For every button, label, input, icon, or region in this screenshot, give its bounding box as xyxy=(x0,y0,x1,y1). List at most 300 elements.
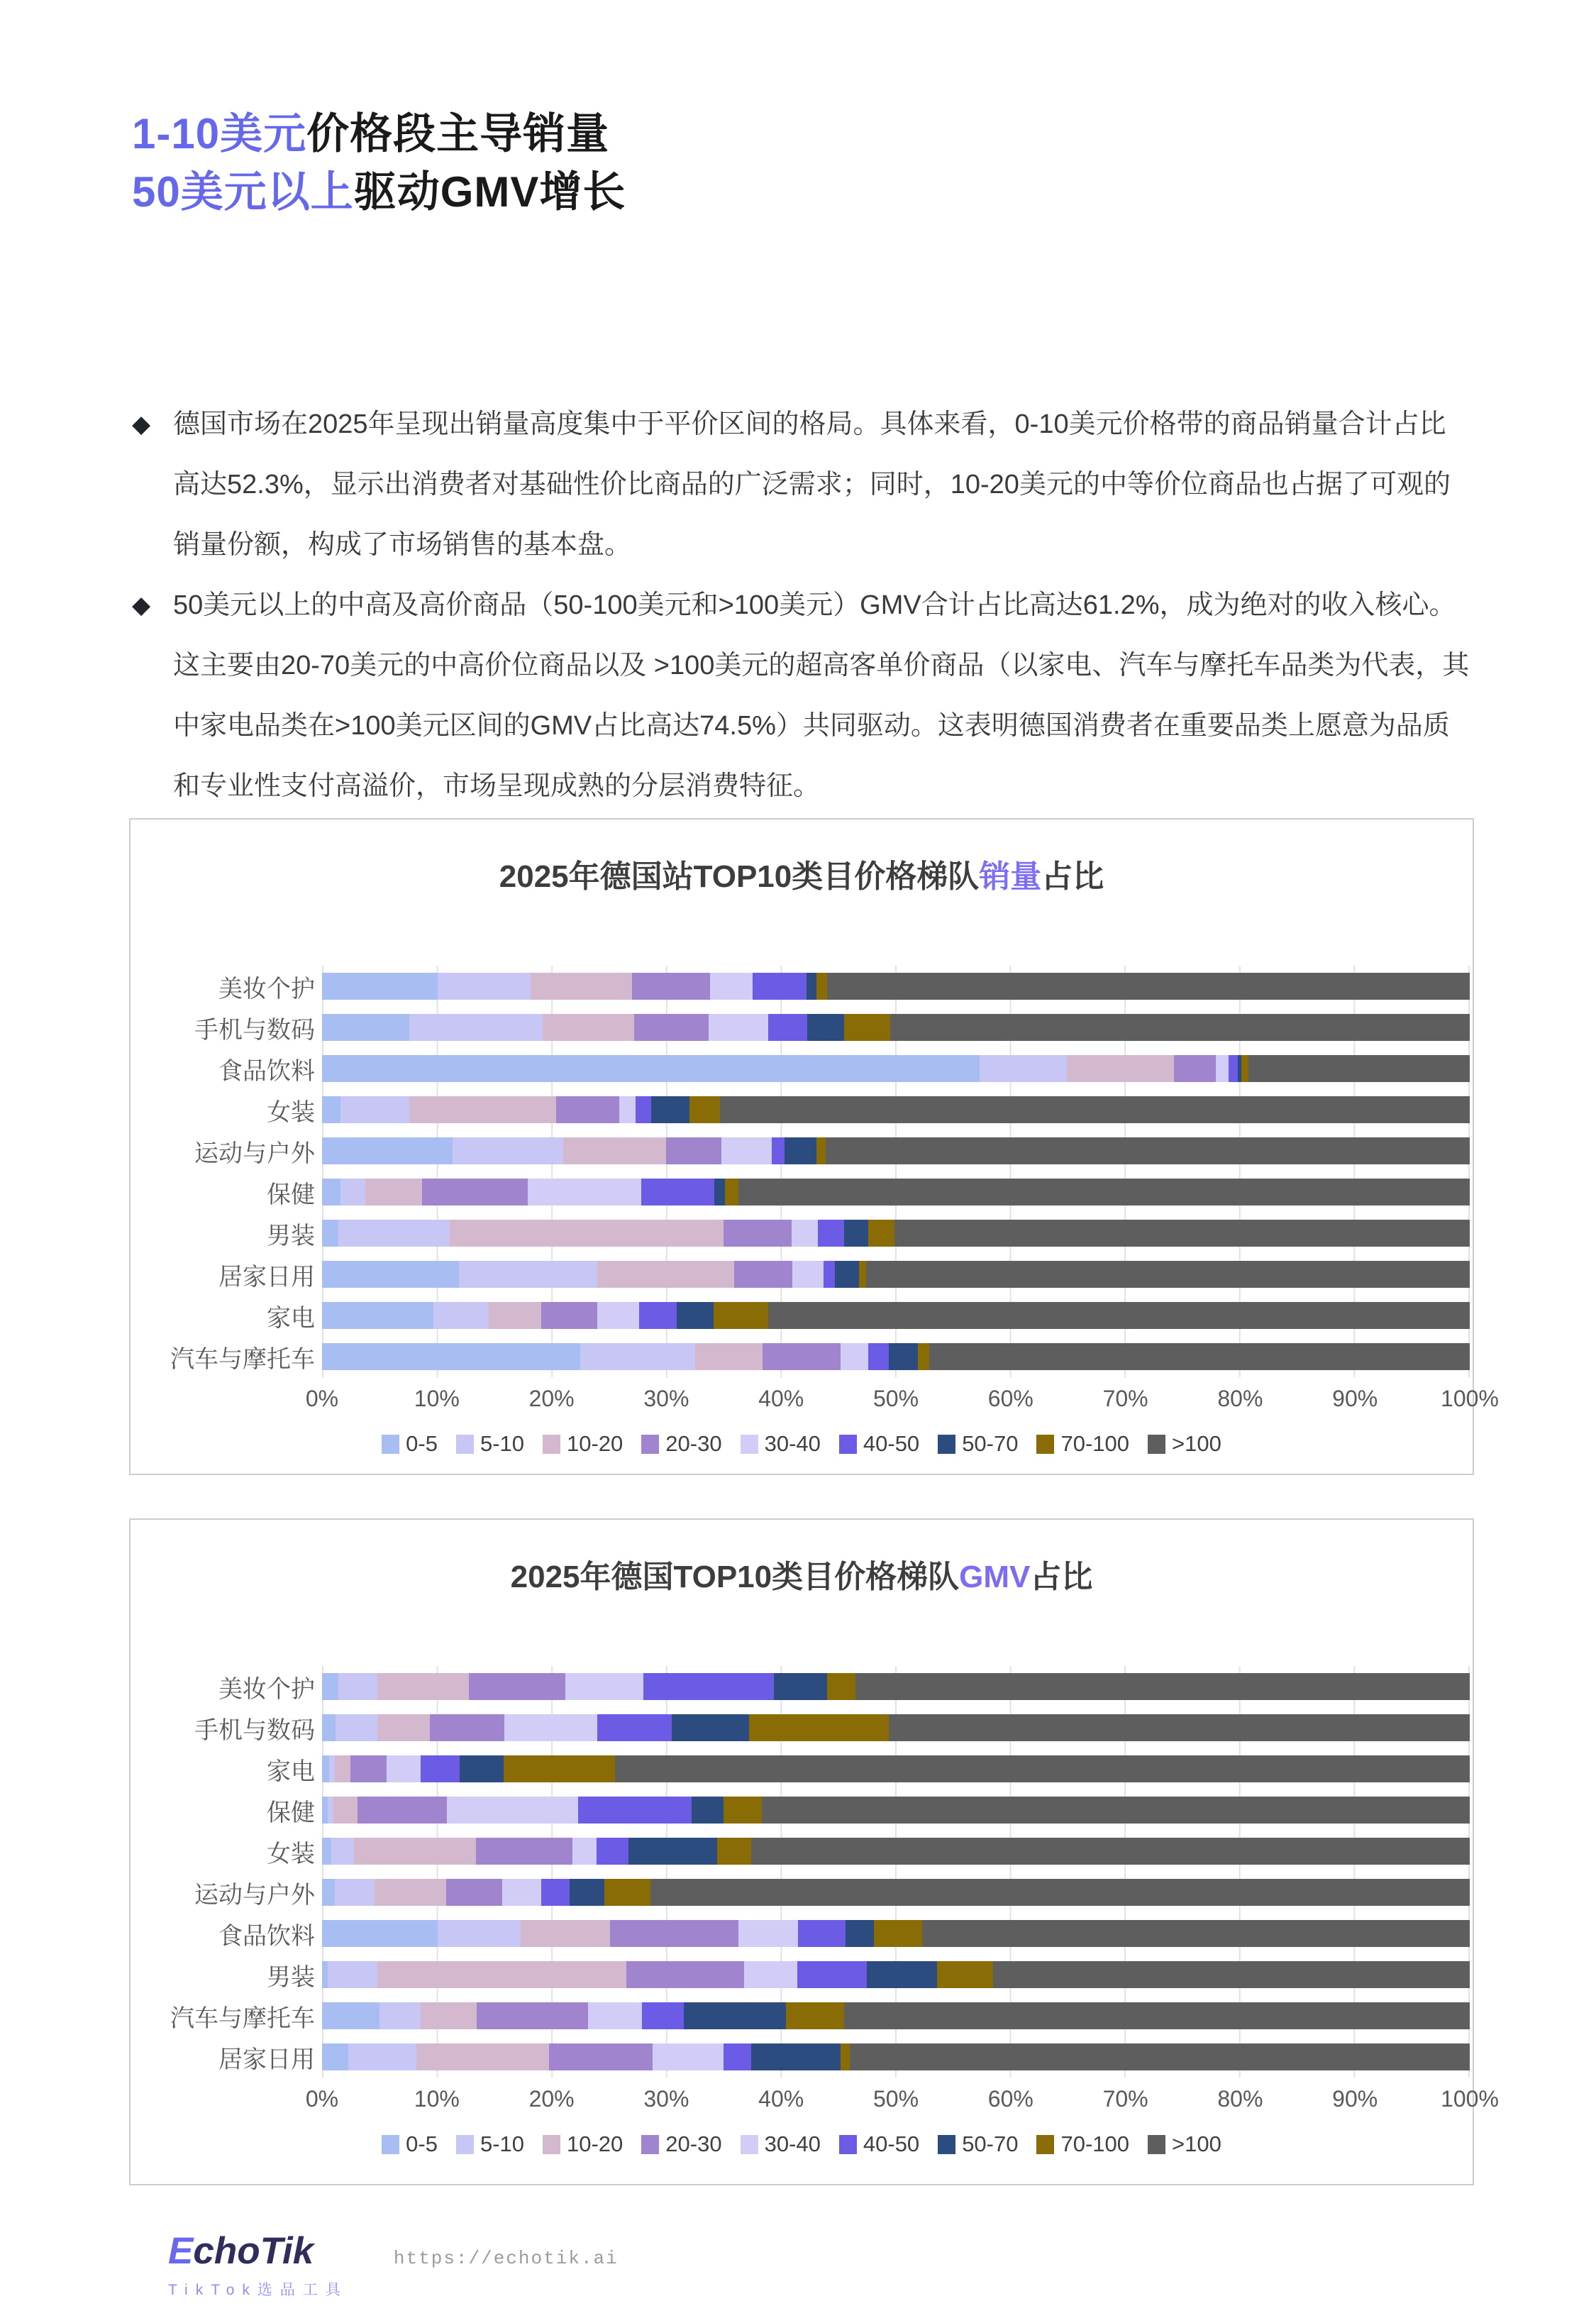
bar-segment->100 xyxy=(650,1879,1470,1906)
bar-segment-70-100 xyxy=(717,1838,752,1865)
bar-segment-20-30 xyxy=(763,1343,841,1370)
bar-row xyxy=(131,1707,1473,1748)
legend-item xyxy=(938,1431,1018,1457)
bar-segment-0-5 xyxy=(322,1879,335,1906)
bar-segment-40-50 xyxy=(578,1797,692,1824)
bar-segment-0-5 xyxy=(322,1920,438,1947)
axis-tick-label: 70% xyxy=(1102,2086,1148,2112)
stacked-bar xyxy=(322,1755,1470,1782)
bar-segment-10-20 xyxy=(489,1302,541,1329)
bar-segment-50-70 xyxy=(651,1096,689,1123)
axis-tick-label: 10% xyxy=(414,1386,460,1411)
stacked-bar xyxy=(322,973,1470,1000)
bar-segment-5-10 xyxy=(340,1179,366,1206)
bar-segment-10-20 xyxy=(365,1179,421,1206)
bar-segment-20-30 xyxy=(556,1096,619,1123)
bar-segment-50-70 xyxy=(692,1797,724,1824)
bar-segment->100 xyxy=(738,1179,1470,1206)
bar-segment-20-30 xyxy=(476,1838,572,1865)
bar-segment-20-30 xyxy=(634,1014,709,1041)
bar-segment-40-50 xyxy=(753,973,807,1000)
chart-title-prefix: 2025年德国TOP10类目价格梯队 xyxy=(510,1560,960,1594)
bar-segment-10-20 xyxy=(409,1096,556,1123)
legend-swatch xyxy=(938,2135,955,2154)
bar-segment-10-20 xyxy=(335,1755,351,1782)
legend-label: 20-30 xyxy=(665,2131,722,2156)
stacked-bar xyxy=(322,1261,1470,1288)
bar-segment-40-50 xyxy=(642,2002,683,2029)
bar-segment-0-5 xyxy=(322,1961,328,1988)
bar-segment->100 xyxy=(922,1920,1470,1947)
bar-segment-40-50 xyxy=(824,1261,835,1288)
logo-letter-e: E xyxy=(168,2230,194,2272)
legend-swatch xyxy=(1036,2135,1054,2154)
legend-label: 5-10 xyxy=(480,1431,524,1456)
bar-segment-40-50 xyxy=(868,1343,889,1370)
bar-row xyxy=(131,1913,1473,1954)
legend-item xyxy=(839,1431,919,1457)
stacked-bar xyxy=(322,1137,1470,1164)
bar-segment->100 xyxy=(889,1714,1470,1741)
axis-tick-label: 40% xyxy=(758,1386,804,1411)
axis-tick-label: 20% xyxy=(528,2086,575,2112)
bar-segment->100 xyxy=(826,1137,1470,1164)
legend-swatch xyxy=(741,2135,758,2154)
stacked-bar xyxy=(322,1014,1470,1041)
stacked-bar xyxy=(322,1179,1470,1206)
bar-segment-70-100 xyxy=(1241,1055,1248,1082)
legend-item xyxy=(1036,2131,1129,2157)
category-label: 家电 xyxy=(267,1304,315,1332)
bar-segment-70-100 xyxy=(874,1920,922,1947)
bar-segment-10-20 xyxy=(450,1220,724,1247)
legend-label: 10-20 xyxy=(567,1431,624,1456)
bar-segment->100 xyxy=(866,1261,1470,1288)
diamond-bullet-icon: ◆ xyxy=(132,592,151,619)
bar-segment-20-30 xyxy=(549,2043,653,2070)
chart-title-suffix: 占比 xyxy=(1030,1560,1093,1594)
stacked-bar xyxy=(322,2043,1470,2070)
bar-segment-70-100 xyxy=(868,1220,894,1247)
bar-segment-40-50 xyxy=(798,1920,845,1947)
bar-segment-20-30 xyxy=(477,2002,588,2029)
axis-tick-label: 60% xyxy=(987,1386,1033,1411)
bar-segment-30-40 xyxy=(744,1961,797,1988)
axis-tick-label: 80% xyxy=(1217,2086,1263,2112)
axis-tick-label: 70% xyxy=(1102,1386,1148,1411)
category-label: 美妆个护 xyxy=(218,1675,315,1703)
bar-segment-70-100 xyxy=(604,1879,650,1906)
bar-segment-10-20 xyxy=(597,1261,734,1288)
bar-segment-70-100 xyxy=(918,1343,929,1370)
bar-segment-5-10 xyxy=(338,1673,377,1700)
stacked-bar xyxy=(322,1055,1470,1082)
bar-segment-10-20 xyxy=(354,1838,476,1865)
bar-segment-30-40 xyxy=(738,1920,798,1947)
bar-segment-20-30 xyxy=(1174,1055,1217,1082)
bar-segment-40-50 xyxy=(724,2043,751,2070)
bar-segment->100 xyxy=(768,1302,1470,1329)
legend-label: 5-10 xyxy=(480,2131,524,2156)
bar-segment-30-40 xyxy=(565,1673,643,1700)
category-label: 美妆个护 xyxy=(218,975,315,1003)
legend-item xyxy=(641,1431,721,1457)
stacked-bar xyxy=(322,1714,1470,1741)
bar-segment-5-10 xyxy=(336,1714,377,1741)
bar-segment-5-10 xyxy=(379,2002,421,2029)
page-title-line2 xyxy=(132,163,626,221)
bar-segment->100 xyxy=(762,1797,1470,1824)
legend-item xyxy=(641,2131,721,2157)
bar-segment-20-30 xyxy=(610,1920,738,1947)
bar-segment-50-70 xyxy=(807,973,817,1000)
bar-segment-10-20 xyxy=(421,2002,477,2029)
legend-item xyxy=(741,2131,821,2157)
legend-swatch xyxy=(1036,1435,1054,1454)
stacked-bar xyxy=(322,1673,1470,1700)
bar-segment-70-100 xyxy=(816,973,827,1000)
stacked-bar xyxy=(322,1096,1470,1123)
legend-swatch xyxy=(543,2135,560,2154)
bar-segment-30-40 xyxy=(504,1714,597,1741)
bar-segment-70-100 xyxy=(937,1961,993,1988)
bar-segment-5-10 xyxy=(433,1302,489,1329)
bullet-item xyxy=(132,575,1471,817)
footer xyxy=(168,2229,619,2300)
bar-segment-0-5 xyxy=(322,1261,459,1288)
axis-tick-label: 80% xyxy=(1217,1386,1263,1411)
axis-tick-label: 0% xyxy=(305,2086,339,2112)
bar-segment-5-10 xyxy=(328,1797,333,1824)
bar-segment-40-50 xyxy=(772,1137,785,1164)
bar-segment-0-5 xyxy=(322,1797,328,1824)
logo-rest: choTik xyxy=(193,2230,314,2272)
stacked-bar xyxy=(322,1302,1470,1329)
legend-swatch xyxy=(382,2135,399,2154)
bar-segment-50-70 xyxy=(570,1879,604,1906)
axis-tick-label: 30% xyxy=(643,1386,689,1411)
bar-segment-20-30 xyxy=(469,1673,565,1700)
bar-segment-0-5 xyxy=(322,1343,580,1370)
bar-segment->100 xyxy=(615,1755,1470,1782)
bar-segment-0-5 xyxy=(322,2002,379,2029)
legend-label: 50-70 xyxy=(962,2131,1019,2156)
title-rest-2: 驱动GMV增长 xyxy=(353,168,626,216)
bar-row xyxy=(131,1872,1473,1913)
bar-segment-70-100 xyxy=(749,1714,889,1741)
bar-segment-0-5 xyxy=(322,1220,338,1247)
bar-segment-20-30 xyxy=(541,1302,597,1329)
bar-segment-40-50 xyxy=(768,1014,807,1041)
legend-swatch xyxy=(839,2135,857,2154)
axis-tick-label: 90% xyxy=(1332,1386,1378,1411)
bar-segment-50-70 xyxy=(677,1302,714,1329)
bar-segment-20-30 xyxy=(430,1714,504,1741)
summary-bullets xyxy=(132,395,1471,817)
category-label: 汽车与摩托车 xyxy=(170,1345,315,1373)
chart-title-highlight: GMV xyxy=(959,1560,1031,1594)
bar-segment-50-70 xyxy=(807,1014,844,1041)
bar-segment->100 xyxy=(844,2002,1470,2029)
category-label: 女装 xyxy=(267,1840,315,1868)
bar-segment-5-10 xyxy=(459,1261,598,1288)
bar-segment-20-30 xyxy=(358,1797,447,1824)
diamond-bullet-icon: ◆ xyxy=(132,411,151,438)
bullet-text: 德国市场在2025年呈现出销量高度集中于平价区间的格局。具体来看，0-10美元价格带的商品销量合计占比高达52.3%，显示出消费者对基础性价比商品的广泛需求；同时，10-20美元的中等价位商品也占据了可观的销量份额，构成了市场销售的基本盘。 xyxy=(173,409,1451,560)
bar-segment-20-30 xyxy=(626,1961,745,1988)
bar-segment-20-30 xyxy=(446,1879,502,1906)
bar-segment-50-70 xyxy=(751,2043,841,2070)
echotik-logo xyxy=(168,2229,348,2300)
legend-swatch xyxy=(382,1435,399,1454)
bar-row xyxy=(131,1048,1473,1089)
category-label: 居家日用 xyxy=(218,1263,315,1291)
bar-segment-40-50 xyxy=(818,1220,844,1247)
category-label: 汽车与摩托车 xyxy=(170,2004,315,2032)
chart-title-prefix: 2025年德国站TOP10类目价格梯队 xyxy=(499,859,980,894)
bar-segment-5-10 xyxy=(980,1055,1067,1082)
category-label: 手机与数码 xyxy=(194,1016,315,1044)
legend-swatch xyxy=(641,1435,659,1454)
legend-label: >100 xyxy=(1172,2131,1221,2156)
bar-row xyxy=(131,1789,1473,1831)
bar-segment->100 xyxy=(751,1838,1470,1865)
legend-label: 70-100 xyxy=(1060,1431,1130,1456)
bar-segment-30-40 xyxy=(619,1096,636,1123)
stacked-bar xyxy=(322,1879,1470,1906)
legend-item xyxy=(382,1431,438,1457)
bar-segment-10-20 xyxy=(531,973,631,1000)
bar-segment-0-5 xyxy=(322,1096,340,1123)
bar-segment-20-30 xyxy=(350,1755,386,1782)
bar-segment-10-20 xyxy=(1067,1055,1173,1082)
legend-swatch xyxy=(839,1435,857,1454)
bar-row xyxy=(131,2036,1473,2078)
bar-row xyxy=(131,1171,1473,1213)
legend-label: 30-40 xyxy=(764,1431,821,1456)
axis-tick-label: 20% xyxy=(528,1386,575,1411)
category-label: 居家日用 xyxy=(218,2046,315,2073)
legend-swatch xyxy=(456,2135,474,2154)
bar-segment-0-5 xyxy=(322,1673,338,1700)
bar-segment-0-5 xyxy=(322,1179,340,1206)
bar-segment-50-70 xyxy=(460,1755,503,1782)
bar-segment-10-20 xyxy=(333,1797,358,1824)
axis-tick-label: 50% xyxy=(872,2086,919,2112)
category-label: 男装 xyxy=(267,1222,315,1249)
axis-tick-label: 60% xyxy=(987,2086,1033,2112)
legend-swatch xyxy=(543,1435,560,1454)
bar-segment-70-100 xyxy=(714,1302,769,1329)
bar-segment-70-100 xyxy=(859,1261,866,1288)
bar-segment-20-30 xyxy=(422,1179,528,1206)
bar-segment-70-100 xyxy=(816,1137,826,1164)
bar-segment-50-70 xyxy=(684,2002,786,2029)
chart-title xyxy=(131,851,1473,896)
legend xyxy=(131,2131,1473,2157)
bar-segment-30-40 xyxy=(528,1179,641,1206)
legend-label: 40-50 xyxy=(863,1431,920,1456)
bar-segment-50-70 xyxy=(628,1838,717,1865)
bar-segment-5-10 xyxy=(335,1879,375,1906)
bar-segment-0-5 xyxy=(322,1755,329,1782)
axis-tick-label: 40% xyxy=(758,2086,804,2112)
bar-row xyxy=(131,1954,1473,1995)
legend-swatch xyxy=(1148,1435,1165,1454)
bar-segment-50-70 xyxy=(867,1961,937,1988)
bar-segment-50-70 xyxy=(846,1920,874,1947)
bar-row xyxy=(131,1995,1473,2036)
bar-segment-0-5 xyxy=(322,1137,453,1164)
legend-label: 50-70 xyxy=(962,1431,1019,1456)
bar-segment-30-40 xyxy=(710,973,753,1000)
bar-segment-30-40 xyxy=(721,1137,772,1164)
plot-rows xyxy=(131,1666,1473,2078)
bar-segment-5-10 xyxy=(409,1014,543,1041)
bar-segment-5-10 xyxy=(438,973,531,1000)
bar-segment-30-40 xyxy=(588,2002,642,2029)
bar-segment-70-100 xyxy=(504,1755,615,1782)
bar-segment-10-20 xyxy=(543,1014,634,1041)
legend-item xyxy=(456,1431,524,1457)
legend-item xyxy=(543,2131,623,2157)
bar-segment-50-70 xyxy=(835,1261,859,1288)
bar-row xyxy=(131,1831,1473,1872)
bar-segment-30-40 xyxy=(792,1261,824,1288)
bar-segment-0-5 xyxy=(322,1014,409,1041)
bar-segment-70-100 xyxy=(844,1014,890,1041)
stacked-bar xyxy=(322,1920,1470,1947)
bar-segment-0-5 xyxy=(322,1838,331,1865)
bar-segment-20-30 xyxy=(666,1137,721,1164)
bar-segment->100 xyxy=(929,1343,1470,1370)
legend-label: 20-30 xyxy=(665,1431,722,1456)
bar-segment->100 xyxy=(894,1220,1470,1247)
bar-segment-40-50 xyxy=(1229,1055,1238,1082)
bar-segment-40-50 xyxy=(636,1096,652,1123)
bar-segment-50-70 xyxy=(844,1220,868,1247)
stacked-bar xyxy=(322,2002,1470,2029)
bar-segment-50-70 xyxy=(889,1343,917,1370)
title-highlight-1: 1-10美元 xyxy=(132,110,307,158)
bar-segment-70-100 xyxy=(725,1179,738,1206)
bar-segment-40-50 xyxy=(797,1961,868,1988)
legend-swatch xyxy=(456,1435,474,1454)
bar-segment-10-20 xyxy=(416,2043,550,2070)
axis-tick-label: 100% xyxy=(1441,1386,1499,1411)
category-label: 家电 xyxy=(267,1758,315,1785)
bar-segment-5-10 xyxy=(328,1961,377,1988)
bar-segment-5-10 xyxy=(340,1096,409,1123)
bar-segment-70-100 xyxy=(724,1797,761,1824)
bar-segment-5-10 xyxy=(453,1137,563,1164)
bar-segment-70-100 xyxy=(827,1673,855,1700)
bar-segment->100 xyxy=(827,973,1470,1000)
axis-tick-label: 100% xyxy=(1441,2086,1499,2112)
legend-swatch xyxy=(1148,2135,1165,2154)
bar-segment-0-5 xyxy=(322,1302,433,1329)
bar-segment-5-10 xyxy=(338,1220,450,1247)
bar-segment-10-20 xyxy=(695,1343,763,1370)
bar-row xyxy=(131,1295,1473,1336)
category-label: 食品饮料 xyxy=(218,1057,315,1085)
bar-segment-40-50 xyxy=(641,1179,715,1206)
legend-item xyxy=(1148,1431,1221,1457)
bar-row xyxy=(131,1007,1473,1048)
footer-url: https://echotik.ai xyxy=(393,2248,619,2269)
bar-segment-10-20 xyxy=(377,1673,469,1700)
title-rest-1: 价格段主导销量 xyxy=(306,110,610,158)
legend-item xyxy=(382,2131,438,2157)
category-label: 保健 xyxy=(267,1799,315,1826)
chart-title-highlight: 销量 xyxy=(979,859,1042,894)
category-label: 食品饮料 xyxy=(218,1922,315,1950)
bar-segment-20-30 xyxy=(632,973,710,1000)
bar-row xyxy=(131,1130,1473,1171)
bar-segment-0-5 xyxy=(322,1055,980,1082)
legend-label: 30-40 xyxy=(764,2131,821,2156)
bar-segment-40-50 xyxy=(597,1838,628,1865)
bar-segment-50-70 xyxy=(672,1714,748,1741)
bar-segment-70-100 xyxy=(841,2043,850,2070)
x-axis xyxy=(305,2080,1499,2114)
stacked-bar xyxy=(322,1220,1470,1247)
stacked-bar xyxy=(322,1838,1470,1865)
axis-tick-label: 50% xyxy=(872,1386,919,1411)
bar-segment-70-100 xyxy=(689,1096,721,1123)
bar-segment->100 xyxy=(1248,1055,1470,1082)
bar-row xyxy=(131,1336,1473,1377)
bar-segment-5-10 xyxy=(329,1755,335,1782)
bar-segment->100 xyxy=(720,1096,1470,1123)
legend-item xyxy=(839,2131,919,2157)
legend-label: 70-100 xyxy=(1060,2131,1130,2156)
bar-segment-5-10 xyxy=(580,1343,695,1370)
bar-segment-30-40 xyxy=(597,1302,638,1329)
title-highlight-2: 50美元以上 xyxy=(132,168,354,216)
bullet-item xyxy=(132,395,1471,575)
bar-segment->100 xyxy=(890,1014,1470,1041)
bar-row xyxy=(131,1089,1473,1130)
legend-label: 0-5 xyxy=(406,2131,438,2156)
bar-segment-30-40 xyxy=(502,1879,541,1906)
bar-segment-30-40 xyxy=(1216,1055,1229,1082)
bar-segment-10-20 xyxy=(521,1920,610,1947)
axis-tick-label: 30% xyxy=(643,2086,689,2112)
bar-segment-5-10 xyxy=(331,1838,354,1865)
plot-rows xyxy=(131,966,1473,1377)
bar-segment-10-20 xyxy=(377,1714,430,1741)
chart-title-suffix: 占比 xyxy=(1041,859,1104,894)
bar-segment->100 xyxy=(850,2043,1470,2070)
legend-item xyxy=(1036,1431,1129,1457)
bar-segment-10-20 xyxy=(375,1879,445,1906)
category-label: 保健 xyxy=(267,1181,315,1208)
logo-wordmark xyxy=(168,2229,348,2273)
bar-segment-0-5 xyxy=(322,1714,336,1741)
bar-row xyxy=(131,1748,1473,1789)
legend-item xyxy=(741,1431,821,1457)
legend-swatch xyxy=(741,1435,758,1454)
stacked-bar xyxy=(322,1961,1470,1988)
legend-item xyxy=(456,2131,524,2157)
bar-row xyxy=(131,1666,1473,1707)
axis-tick-label: 10% xyxy=(414,2086,460,2112)
bar-segment-50-70 xyxy=(785,1137,816,1164)
category-label: 女装 xyxy=(267,1098,315,1126)
page-title-line1 xyxy=(132,105,626,163)
bar-segment-50-70 xyxy=(774,1673,826,1700)
